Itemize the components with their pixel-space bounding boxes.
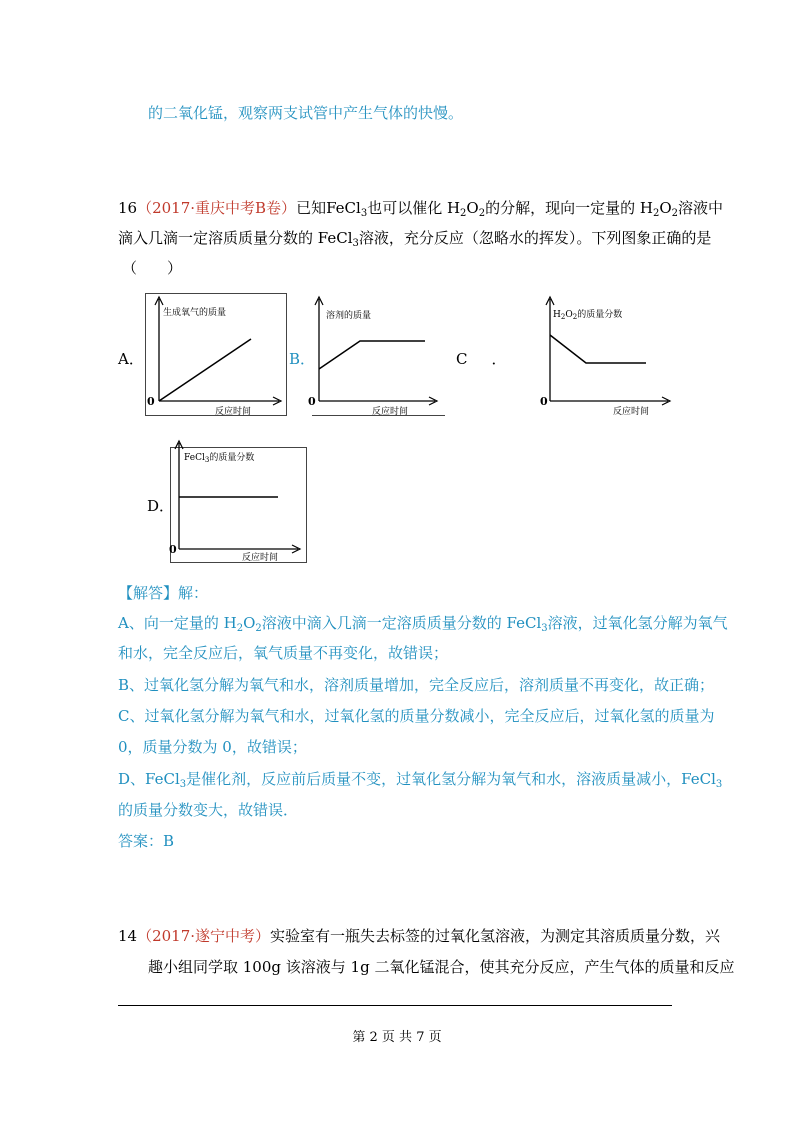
- option-c-graph: [538, 293, 678, 416]
- question-16-line1: [118, 198, 723, 218]
- origin-label: 0: [540, 395, 548, 408]
- q16-text: 溶液，充分反应（忽略水的挥发）。下列图象正确的是: [358, 229, 712, 247]
- question-number: 14: [118, 927, 138, 945]
- origin-label: 0: [169, 543, 177, 556]
- answer-text: 溶液，过氧化氢分解为氧气: [547, 614, 728, 632]
- option-d-graph: [170, 437, 308, 564]
- question-14-line1: [118, 926, 720, 946]
- x-axis-label: 反应时间: [242, 553, 279, 563]
- subscript: 2: [671, 208, 679, 219]
- subscript: 3: [360, 208, 368, 219]
- q16-text: 的分解，现向一定量的 H: [485, 199, 653, 217]
- y-axis-label: FeCl$_3$的质量分数: [184, 453, 255, 464]
- x-axis-label: 反应时间: [372, 407, 409, 417]
- answer-text: D、FeCl: [118, 770, 180, 788]
- subscript: 2: [255, 623, 262, 634]
- q16-text: O: [659, 199, 672, 217]
- question-number: 16: [118, 199, 138, 217]
- subscript: 3: [715, 779, 723, 790]
- option-letter: C: [456, 350, 468, 368]
- data-line: [550, 335, 646, 363]
- y-axis-label: 溶剂的质量: [326, 311, 372, 321]
- origin-label: 0: [147, 395, 155, 408]
- answer-c-line2: 0，质量分数为 0，故错误；: [118, 738, 307, 756]
- option-d-label: D．: [147, 497, 175, 515]
- q16-text: 已知FeCl: [296, 199, 361, 217]
- data-line: [319, 341, 425, 369]
- answer-text: 溶液中滴入几滴一定溶质质量分数的 FeCl: [261, 614, 542, 632]
- subscript: 2: [236, 623, 244, 634]
- y-axis-label: $H_2O_2$的质量分数: [553, 310, 623, 321]
- answer-d-line1: [118, 769, 722, 789]
- answer-d-line2: 的质量分数变大，故错误．: [118, 801, 299, 819]
- option-c-label: [456, 348, 507, 369]
- option-b-graph: [310, 293, 445, 416]
- subscript: 3: [179, 779, 187, 790]
- answer-final: 答案：B: [118, 832, 175, 850]
- answer-header: 【解答】解：: [118, 584, 209, 602]
- answer-text: A、向一定量的 H: [118, 614, 237, 632]
- question-16-blank: （ ）: [122, 259, 183, 277]
- data-line: [159, 339, 251, 401]
- option-dot: ．: [491, 350, 507, 368]
- q16-text: 滴入几滴一定溶质质量分数的 FeCl: [118, 229, 353, 247]
- x-axis-label: 反应时间: [613, 407, 650, 417]
- option-b-label: B．: [289, 350, 316, 368]
- question-source: （2017·重庆中考B卷）: [137, 199, 297, 217]
- answer-a-line1: [118, 613, 728, 633]
- q16-text: O: [466, 199, 479, 217]
- footer-divider: [118, 1005, 672, 1006]
- page-footer: 第 2 页 共 7 页: [352, 1030, 442, 1045]
- q16-text: 溶液中: [678, 199, 724, 217]
- subscript: 2: [652, 208, 660, 219]
- q14-text: 实验室有一瓶失去标签的过氧化氢溶液，为测定其溶质质量分数，兴: [270, 927, 721, 945]
- question-14-line2: 趣小组同学取 100g 该溶液与 1g 二氧化锰混合，使其充分反应，产生气体的质量和反应: [148, 958, 735, 976]
- subscript: 3: [541, 623, 548, 634]
- subscript: 2: [478, 208, 486, 219]
- option-a-graph: [145, 293, 287, 416]
- answer-text: 是催化剂，反应前后质量不变，过氧化氢分解为氧气和水，溶液质量减小，FeCl: [186, 770, 716, 788]
- option-a-label: A．: [118, 350, 144, 368]
- intro-line: 的二氧化锰，观察两支试管中产生气体的快慢。: [148, 104, 464, 122]
- answer-b-line1: B、过氧化氢分解为氧气和水，溶剂质量增加，完全反应后，溶剂质量不再变化，故正确；: [118, 676, 715, 694]
- question-source: （2017·遂宁中考）: [137, 927, 271, 945]
- x-axis-label: 反应时间: [215, 407, 252, 417]
- subscript: 3: [352, 238, 359, 249]
- answer-text: O: [243, 614, 256, 632]
- question-16-line2: [118, 228, 711, 248]
- origin-label: 0: [308, 395, 316, 408]
- y-axis-label: 生成氧气的质量: [163, 308, 227, 318]
- subscript: 2: [460, 208, 467, 219]
- q16-text: 也可以催化 H: [367, 199, 461, 217]
- answer-a-line2: 和水，完全反应后，氧气质量不再变化，故错误；: [118, 644, 449, 662]
- graph-frame: [171, 448, 307, 563]
- answer-c-line1: C、过氧化氢分解为氧气和水，过氧化氢的质量分数减小，完全反应后，过氧化氢的质量为: [118, 707, 715, 725]
